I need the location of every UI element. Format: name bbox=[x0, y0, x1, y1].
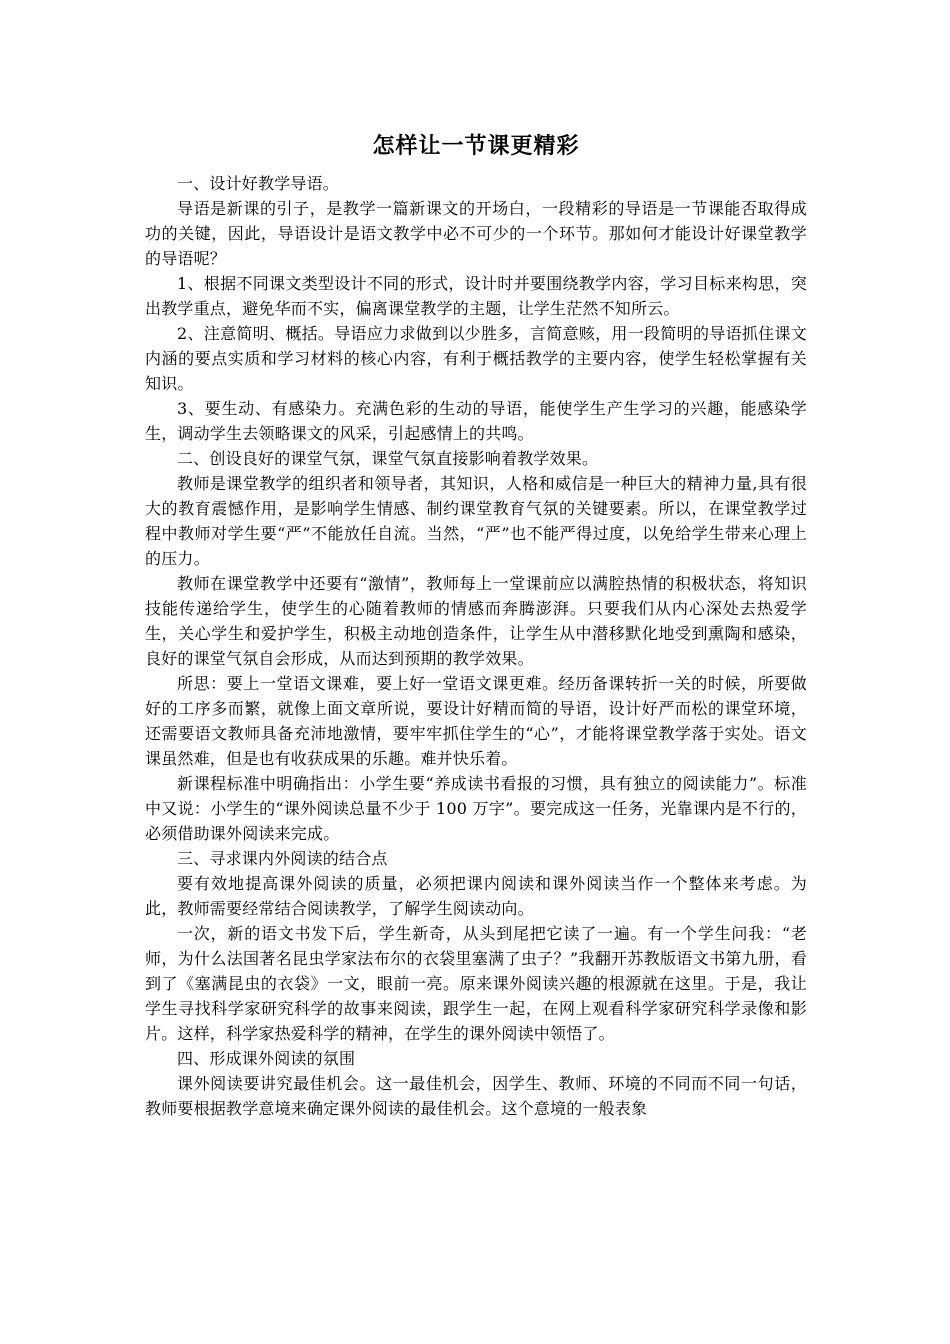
paragraph: 3、要生动、有感染力。充满色彩的生动的导语，能使学生产生学习的兴趣，能感染学生，调动学生去领略课文的风采，引起感情上的共鸣。 bbox=[145, 399, 807, 443]
paragraph: 要有效地提高课外阅读的质量，必须把课内阅读和课外阅读当作一个整体来考虑。为此，教师需要经常结合阅读教学，了解学生阅读动向。 bbox=[145, 874, 807, 918]
paragraph: 课外阅读要讲究最佳机会。这一最佳机会，因学生、教师、环境的不同而不同一句话，教师要根据教学意境来确定课外阅读的最佳机会。这个意境的一般表象 bbox=[145, 1074, 807, 1118]
paragraph: 新课程标准中明确指出：小学生要“养成读书看报的习惯，具有独立的阅读能力”。标准中又说：小学生的“课外阅读总量不少于 100 万字”。要完成这一任务，光靠课内是不行的，必须借助课外阅读来完成。 bbox=[145, 774, 807, 843]
paragraph: 教师是课堂教学的组织者和领导者，其知识，人格和威信是一种巨大的精神力量,具有很大的教育震憾作用，是影响学生情感、制约课堂教育气氛的关键要素。所以，在课堂教学过程中教师对学生要“严”不能放任自流。当然，“严”也不能严得过度，以免给学生带来心理上的压力。 bbox=[145, 474, 807, 568]
paragraph: 导语是新课的引子，是教学一篇新课文的开场白，一段精彩的导语是一节课能否取得成功的关键，因此，导语设计是语文教学中必不可少的一个环节。那如何才能设计好课堂教学的导语呢？ bbox=[145, 199, 807, 268]
heading-section-4: 四、形成课外阅读的氛围 bbox=[177, 1049, 356, 1068]
document-page bbox=[145, 128, 807, 1121]
heading-section-2: 二、创设良好的课堂气氛，课堂气氛直接影响着教学效果。 bbox=[177, 449, 599, 468]
document-title: 怎样让一节课更精彩 bbox=[372, 134, 580, 159]
heading-section-1: 一、设计好教学导语。 bbox=[177, 174, 340, 193]
paragraph: 2、注意简明、概括。导语应力求做到以少胜多，言简意赅，用一段简明的导语抓住课文内涵的要点实质和学习材料的核心内容，有利于概括教学的主要内容，使学生轻松掌握有关知识。 bbox=[145, 324, 807, 393]
paragraph: 所思：要上一堂语文课难，要上好一堂语文课更难。经历备课转折一关的时候，所要做好的工序多而繁，就像上面文章所说，要设计好精而简的导语，设计好严而松的课堂环境，还需要语文教师具备充沛地激情，要牢牢抓住学生的“心”，才能将课堂教学落于实处。语文课虽然难，但是也有收获成果的乐趣。难并快乐着。 bbox=[145, 674, 807, 768]
paragraph: 教师在课堂教学中还要有“激情”，教师每上一堂课前应以满腔热情的积极状态，将知识技能传递给学生，使学生的心随着教师的情感而奔腾澎湃。只要我们从内心深处去热爱学生，关心学生和爱护学生，积极主动地创造条件，让学生从中潜移默化地受到熏陶和感染，良好的课堂气氛自会形成，从而达到预期的教学效果。 bbox=[145, 574, 807, 668]
paragraph: 1、根据不同课文类型设计不同的形式，设计时并要围绕教学内容，学习目标来构思，突出教学重点，避免华而不实，偏离课堂教学的主题，让学生茫然不知所云。 bbox=[145, 274, 807, 318]
paragraph: 一次，新的语文书发下后，学生新奇，从头到尾把它读了一遍。有一个学生问我：“老师，为什么法国著名昆虫学家法布尔的衣袋里塞满了虫子？”我翻开苏教版语文书第九册，看到了《塞满昆虫的衣袋》一文，眼前一亮。原来课外阅读兴趣的根源就在这里。于是，我让学生寻找科学家研究科学的故事来阅读，跟学生一起，在网上观看科学家研究科学录像和影片。这样，科学家热爱科学的精神，在学生的课外阅读中领悟了。 bbox=[145, 924, 807, 1043]
heading-section-3: 三、寻求课内外阅读的结合点 bbox=[177, 849, 388, 868]
